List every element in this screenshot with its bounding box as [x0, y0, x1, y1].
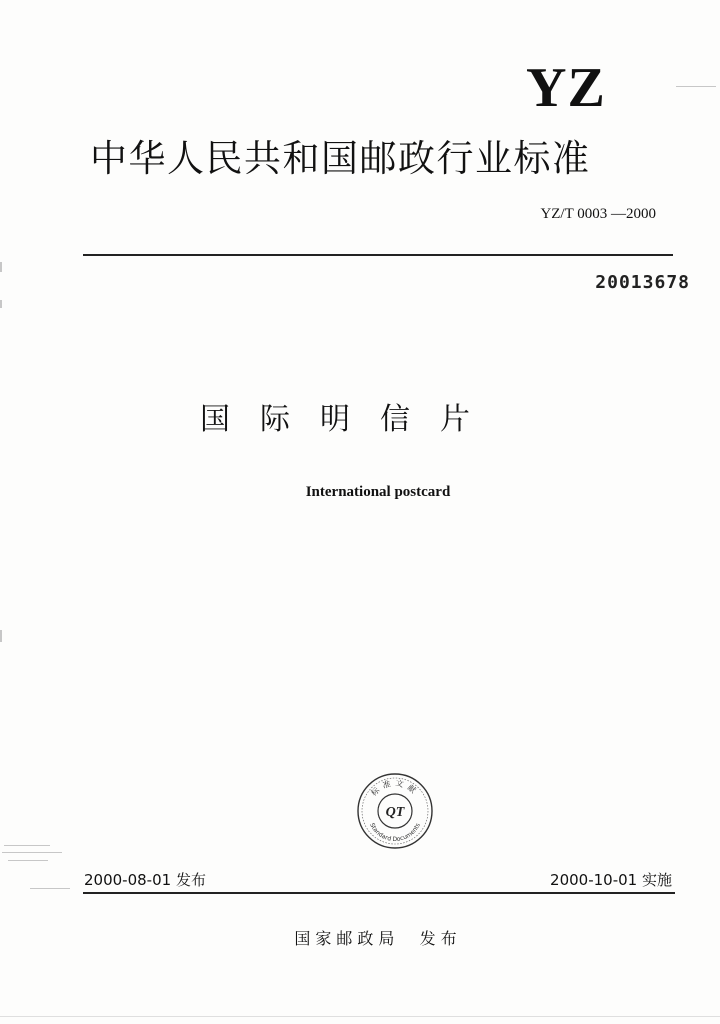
seal-ring-text-top: 标准文献: [369, 778, 421, 798]
publisher: 国家邮政局 发布: [294, 929, 462, 948]
seal-ring-text-bottom: Standard Documents: [368, 822, 422, 844]
svg-text:Standard Documents: [368, 822, 422, 843]
seal-center-text: QT: [385, 805, 405, 820]
svg-text:标准文献: [369, 778, 422, 798]
scan-artifact: [8, 860, 48, 861]
scan-artifact: [0, 1016, 720, 1017]
header-divider: [83, 254, 673, 256]
document-title-en: International postcard: [305, 484, 451, 500]
scan-artifact: [0, 300, 2, 308]
scan-artifact: [4, 845, 50, 846]
standard-category-title: 中华人民共和国邮政行业标准: [90, 137, 591, 180]
scan-artifact: [2, 852, 62, 853]
scan-artifact: [0, 262, 2, 272]
scan-artifact: [0, 630, 2, 642]
implementation-date: 2000-10-01 实施: [550, 871, 672, 889]
issue-date: 2000-08-01 发布: [84, 871, 206, 889]
document-title-zh: 国际明信片: [200, 402, 500, 437]
library-seal-icon: [356, 772, 434, 850]
yz-logo: YZ: [526, 57, 606, 119]
footer-divider: [83, 892, 675, 894]
archive-stamp-number: 20013678: [595, 272, 690, 293]
scan-artifact: [30, 888, 70, 889]
scan-artifact: [676, 86, 716, 87]
standard-code: YZ/T 0003 —2000: [540, 206, 656, 222]
